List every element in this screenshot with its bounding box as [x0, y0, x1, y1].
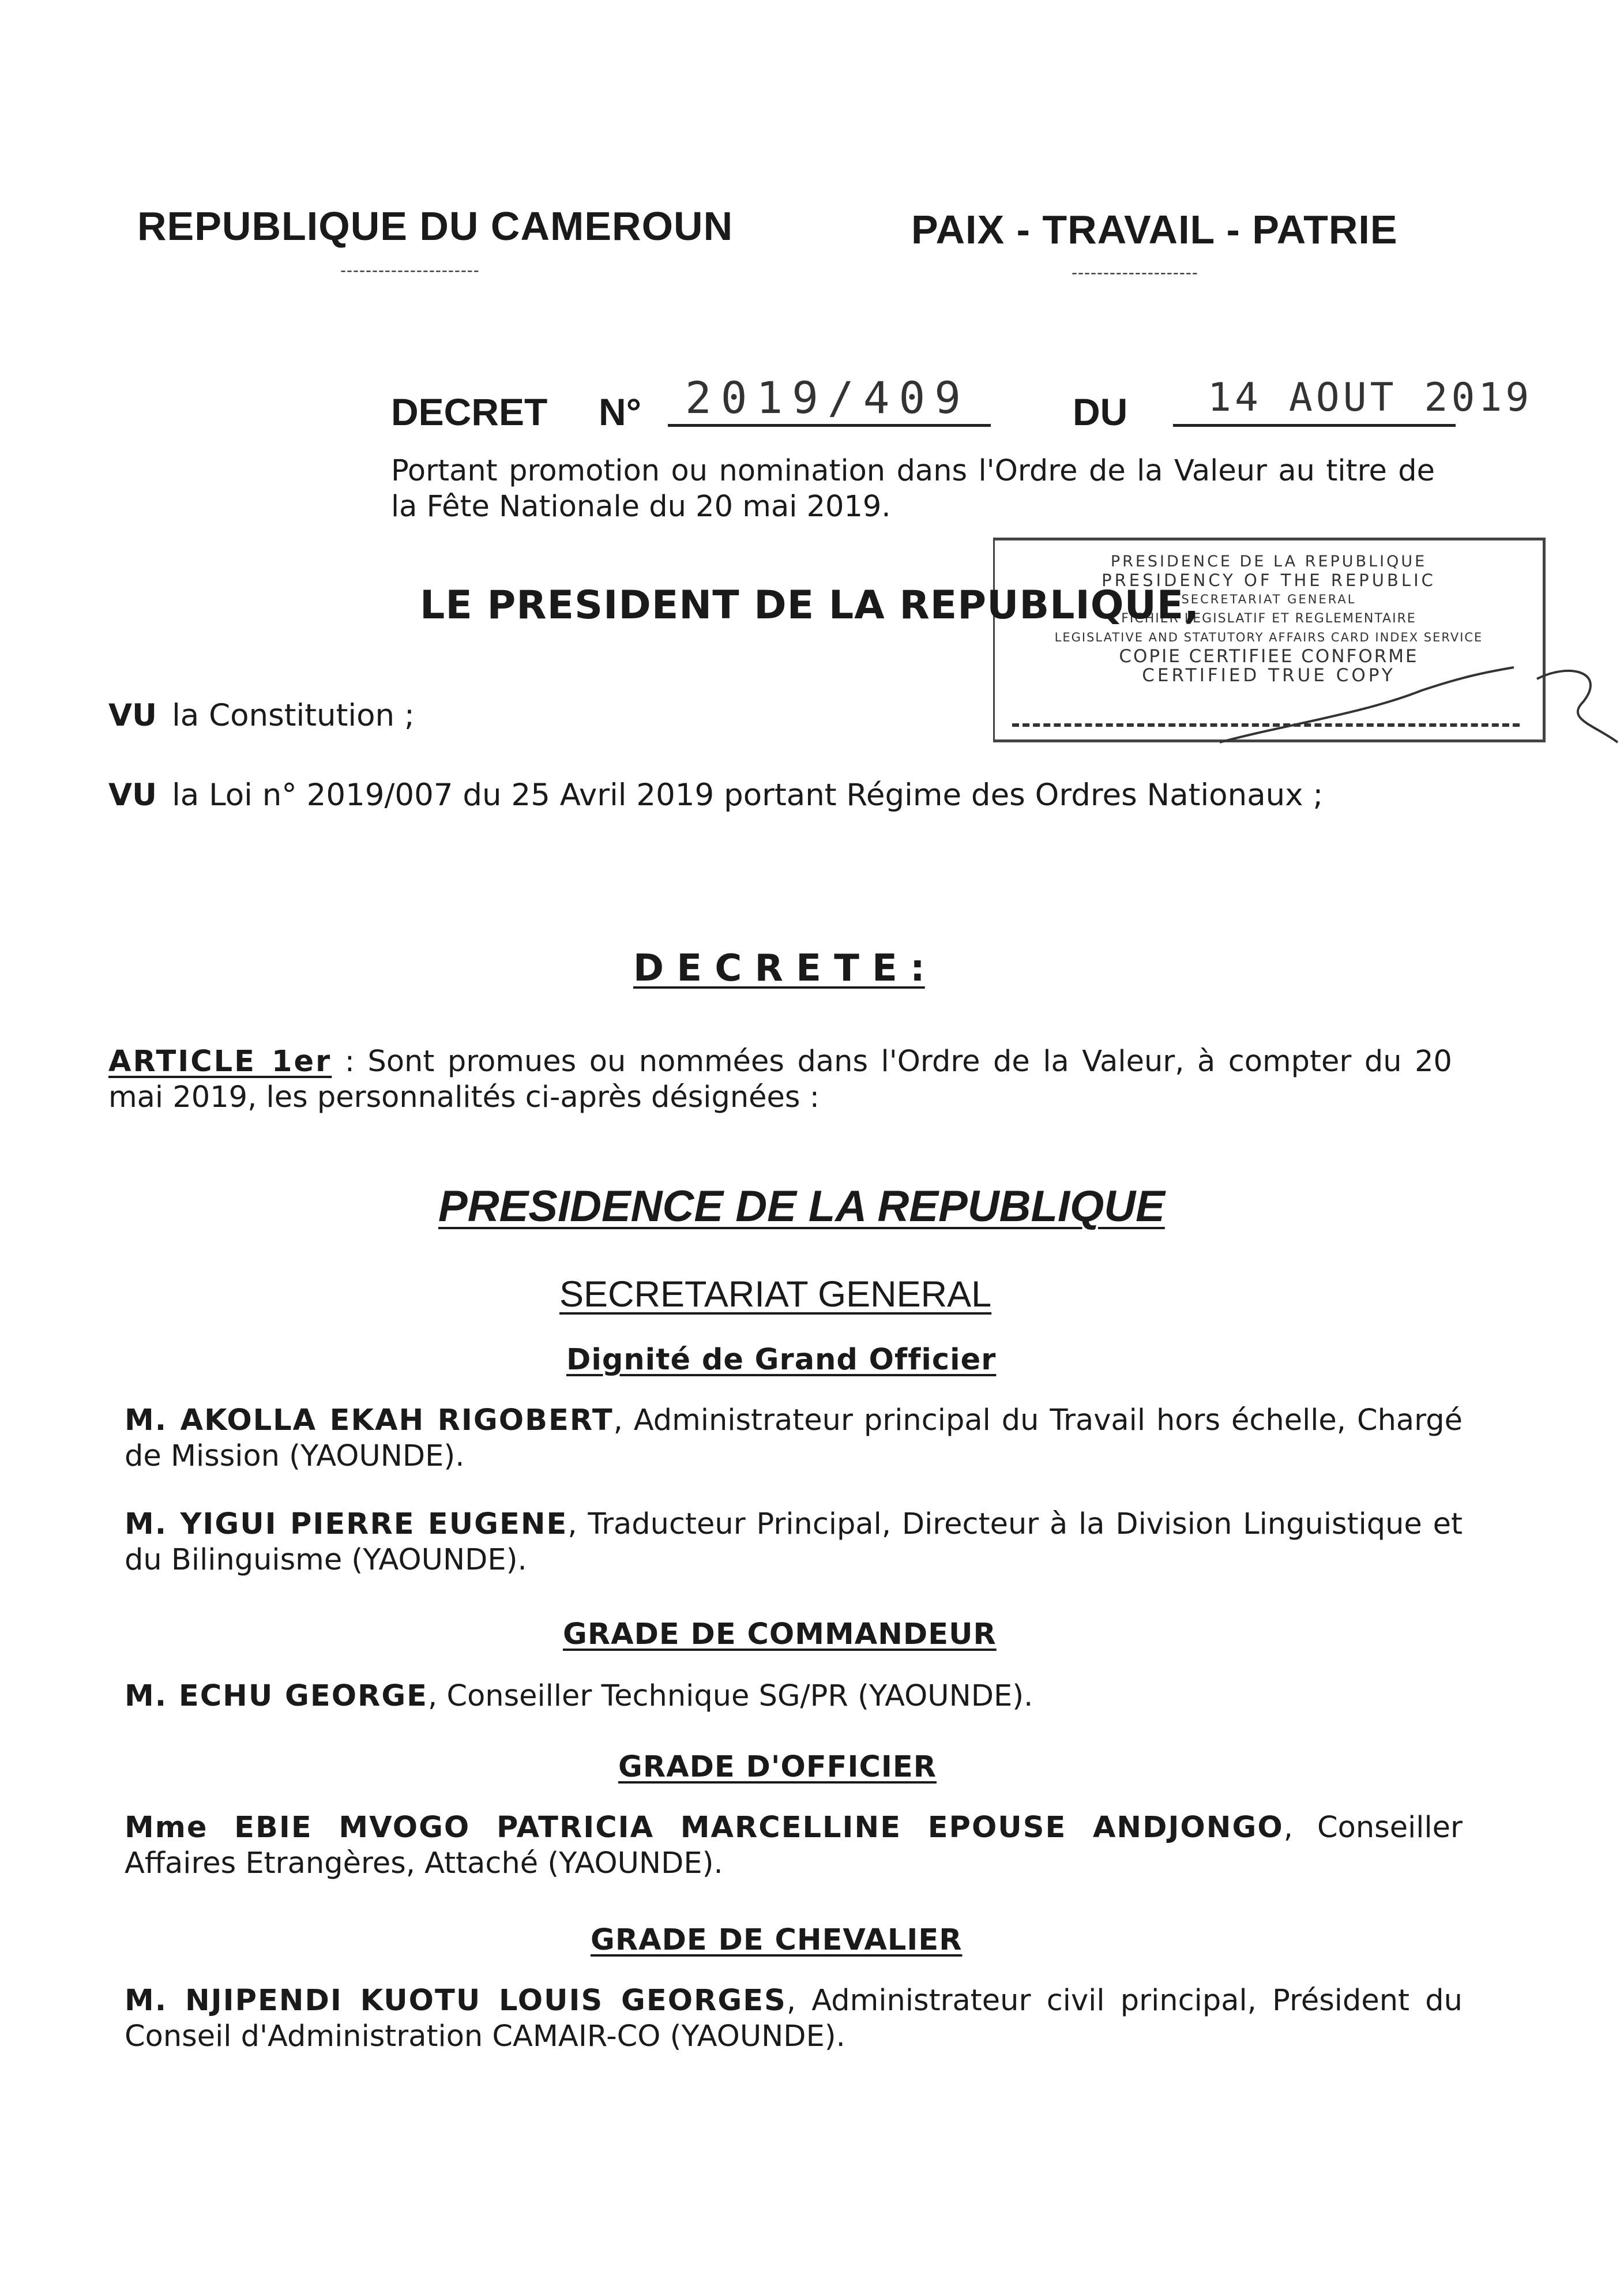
article-1-label: ARTICLE 1er [108, 1045, 332, 1079]
vu-constitution [108, 698, 415, 733]
laureate-desc: , Conseiller Affaires Etrangères, Attaché (YAOUNDE). [125, 1811, 1463, 1880]
stamp-line-4: FICHIER LEGISLATIF ET REGLEMENTAIRE [1121, 611, 1416, 626]
laureate-desc: , Administrateur principal du Travail hors échelle, Chargé de Mission (YAOUNDE). [125, 1403, 1463, 1473]
grade-heading-commandeur: GRADE DE COMMANDEUR [563, 1617, 997, 1651]
laureate-entry [125, 1679, 1463, 1714]
article-1-text: : Sont promues ou nommées dans l'Ordre de la Valeur, à compter du 20 mai 2019, les personnalités ci-après désignées : [108, 1045, 1452, 1114]
laureate-entry [125, 1810, 1463, 1882]
institution-heading: PRESIDENCE DE LA REPUBLIQUE [438, 1182, 1165, 1231]
decree-date-value: 14 AOUT 2019 [1173, 369, 1456, 427]
stamp-line-7: CERTIFIED TRUE COPY [1142, 665, 1396, 686]
stamp-line-5: LEGISLATIVE AND STATUTORY AFFAIRS CARD INDEX SERVICE [1054, 630, 1483, 644]
decree-number-value: 2019/409 [668, 369, 991, 427]
laureate-desc: , Traducteur Principal, Directeur à la Division Linguistique et du Bilinguisme (YAOUNDE). [125, 1507, 1463, 1577]
laureate-entry [125, 1507, 1463, 1578]
laureate-name: M. NJIPENDI KUOTU LOUIS GEORGES [125, 1984, 787, 2018]
stamp-line-6: COPIE CERTIFIEE CONFORME [1119, 646, 1419, 667]
decree-subject: Portant promotion ou nomination dans l'Ordre de la Valeur au titre de la Fête Nationale du 20 mai 2019. [391, 454, 1435, 524]
republic-title: REPUBLIQUE DU CAMEROUN [137, 204, 734, 249]
article-1 [108, 1044, 1452, 1116]
grade-heading-officier: GRADE D'OFFICIER [618, 1750, 937, 1784]
vu-loi [108, 778, 1323, 813]
laureate-desc: , Conseiller Technique SG/PR (YAOUNDE). [428, 1679, 1033, 1713]
republic-title-underline: ---------------------- [340, 261, 480, 280]
president-title: LE PRESIDENT DE LA REPUBLIQUE, [420, 583, 1200, 628]
decree-number-line [391, 369, 1533, 438]
laureate-name: Mme EBIE MVOGO PATRICIA MARCELLINE EPOUSE ANDJONGO [125, 1811, 1284, 1845]
laureate-name: M. ECHU GEORGE [125, 1679, 428, 1713]
decree-label: DECRET [391, 391, 548, 433]
laureate-name: M. AKOLLA EKAH RIGOBERT [125, 1403, 614, 1437]
decrete-heading: D E C R E T E : [633, 947, 925, 990]
decree-date-label: DU [1073, 391, 1128, 433]
grade-heading-grand-officier: Dignité de Grand Officier [566, 1343, 997, 1377]
decree-number-label: N° [599, 391, 642, 433]
stamp-line-3: SECRETARIAT GENERAL [1181, 592, 1356, 606]
laureate-entry [125, 1983, 1463, 2055]
vu-label: VU [108, 698, 157, 733]
grade-heading-chevalier: GRADE DE CHEVALIER [591, 1923, 963, 1957]
department-heading: SECRETARIAT GENERAL [559, 1274, 992, 1315]
motto: PAIX - TRAVAIL - PATRIE [911, 207, 1398, 252]
certified-copy-stamp [993, 538, 1546, 742]
vu-text: la Loi n° 2019/007 du 25 Avril 2019 portant Régime des Ordres Nationaux ; [172, 778, 1324, 813]
vu-text: la Constitution ; [172, 698, 415, 733]
stamp-line-2: PRESIDENCY OF THE REPUBLIC [1102, 570, 1436, 590]
motto-underline: -------------------- [1072, 263, 1198, 282]
signature-scribble-icon [1214, 656, 1624, 748]
stamp-line-1: PRESIDENCE DE LA REPUBLIQUE [1110, 553, 1427, 570]
vu-label: VU [108, 778, 157, 813]
laureate-desc: , Administrateur civil principal, Président du Conseil d'Administration CAMAIR-CO (YAOUNDE). [125, 1984, 1463, 2053]
laureate-entry [125, 1403, 1463, 1474]
laureate-name: M. YIGUI PIERRE EUGENE [125, 1507, 568, 1541]
